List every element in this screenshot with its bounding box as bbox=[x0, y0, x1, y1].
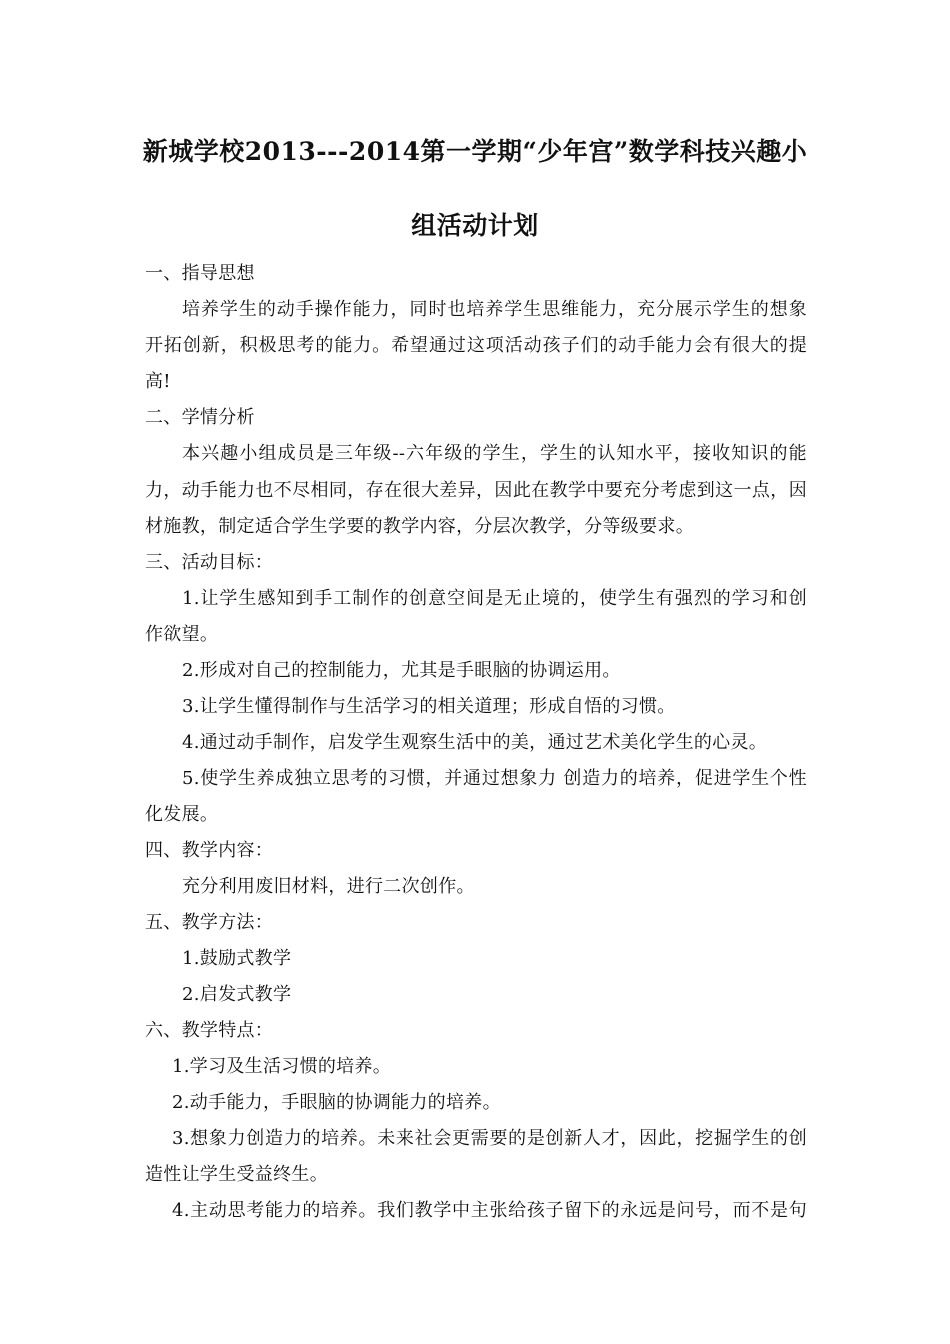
list-item-line: 1.让学生感知到手工制作的创意空间是无止境的，使学生有强烈的学习和创 bbox=[182, 588, 807, 609]
list-item-line: 化发展。 bbox=[145, 804, 219, 825]
paragraph-line: 力，动手能力也不尽相同，存在很大差异，因此在教学中要充分考虑到这一点，因 bbox=[145, 480, 807, 501]
section-heading-teaching-features: 六、教学特点： bbox=[145, 1020, 274, 1041]
paragraph-line: 本兴趣小组成员是三年级--六年级的学生，学生的认知水平，接收知识的能 bbox=[182, 443, 807, 464]
section-heading-activity-goals: 三、活动目标： bbox=[145, 552, 274, 573]
list-item: 3.让学生懂得制作与生活学习的相关道理；形成自悟的习惯。 bbox=[182, 696, 676, 717]
list-item-line: 3.想象力创造力的培养。未来社会更需要的是创新人才，因此，挖掘学生的创 bbox=[172, 1128, 807, 1149]
list-item: 2.形成对自己的控制能力，尤其是手眼脑的协调运用。 bbox=[182, 660, 621, 681]
document-title-line-1: 新城学校2013---2014第一学期“少年宫”数学科技兴趣小 bbox=[142, 137, 808, 166]
paragraph-line: 高! bbox=[145, 371, 171, 392]
list-item: 2.启发式教学 bbox=[182, 984, 292, 1005]
section-heading-teaching-methods: 五、教学方法： bbox=[145, 912, 274, 933]
list-item-line: 5.使学生养成独立思考的习惯，并通过想象力 创造力的培养，促进学生个性 bbox=[182, 768, 807, 789]
list-item: 1.学习及生活习惯的培养。 bbox=[172, 1056, 392, 1077]
list-item-line: 作欲望。 bbox=[145, 624, 219, 645]
section-heading-guiding-thought: 一、指导思想 bbox=[145, 263, 255, 284]
list-item: 2.动手能力，手眼脑的协调能力的培养。 bbox=[172, 1092, 501, 1113]
paragraph-line: 材施教，制定适合学生学要的教学内容，分层次教学，分等级要求。 bbox=[145, 516, 694, 537]
paragraph-line: 培养学生的动手操作能力，同时也培养学生思维能力，充分展示学生的想象 bbox=[182, 299, 807, 320]
list-item: 4.通过动手制作，启发学生观察生活中的美，通过艺术美化学生的心灵。 bbox=[182, 732, 768, 753]
document-title-line-2: 组活动计划 bbox=[411, 211, 539, 240]
paragraph-line: 开拓创新，积极思考的能力。希望通过这项活动孩子们的动手能力会有很大的提 bbox=[145, 335, 807, 356]
list-item: 1.鼓励式教学 bbox=[182, 948, 292, 969]
list-item-line: 造性让学生受益终生。 bbox=[145, 1164, 328, 1185]
section-heading-teaching-content: 四、教学内容： bbox=[145, 840, 274, 861]
section-heading-student-analysis: 二、学情分析 bbox=[145, 407, 255, 428]
list-item-line: 4.主动思考能力的培养。我们教学中主张给孩子留下的永远是问号，而不是句 bbox=[172, 1200, 807, 1221]
paragraph-line: 充分利用废旧材料，进行二次创作。 bbox=[182, 876, 475, 897]
